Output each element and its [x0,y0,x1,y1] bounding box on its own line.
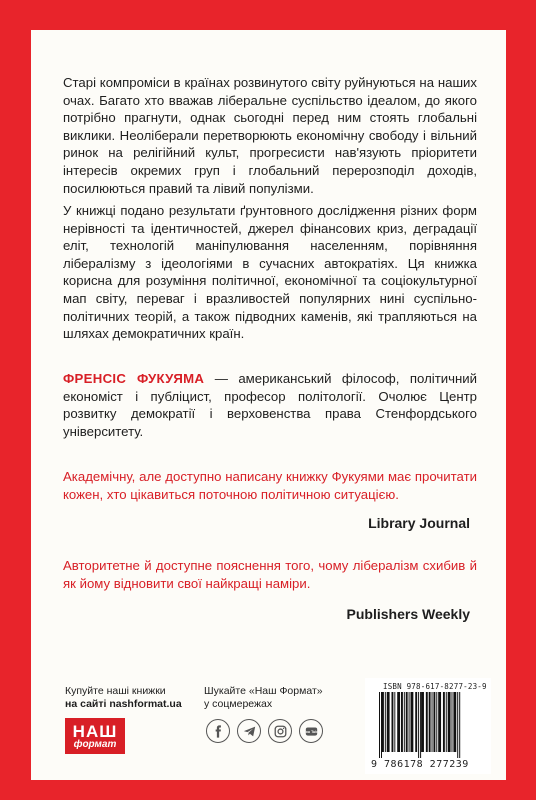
review-quote-2: Авторитетне й доступне пояснення того, чому лібералізм схибив й як йому відновити свої найкращі наміри. [63,558,477,591]
buy-text-line-1: Купуйте наші книжки [65,685,166,697]
barcode-bar [421,692,424,752]
youtube-icon[interactable] [299,719,323,743]
barcode-bar [429,692,431,752]
barcode-bar [411,692,414,752]
facebook-icon[interactable] [206,719,230,743]
barcode-bar [426,692,428,752]
review-source-2: Publishers Weekly [346,606,470,622]
barcode-bar [397,692,400,752]
barcode-bar [409,692,410,752]
instagram-icon[interactable] [268,719,292,743]
barcode-bar [406,692,408,752]
publisher-logo [65,718,125,754]
youtube-glyph [302,725,320,738]
barcode [365,678,491,774]
barcode-guard-bar [381,692,382,758]
barcode-bar [452,692,453,752]
author-bio [63,370,477,440]
description-paragraph-1: Старі компроміси в країнах розвинутого світу руйнуються на наших очах. Багато хто вважав ліберальне суспільство ідеалом, до якого потрібно прагнути, однак сьогодні перед ним стоять глобальні виклики. Неоліберали перетворюють економічну свободу і вільний ринок на релігійний культ, прогресисти нав'язують пріоритети інтересів окремих груп і глобальний перерозподіл доходів, посилюються правий та лівий популізми. [63,75,477,196]
barcode-bar [394,692,395,752]
barcode-bar [436,692,437,752]
review-source-1: Library Journal [368,515,470,531]
back-cover-panel [31,30,506,780]
youtube-label: You Tube [302,729,320,734]
barcode-bar [443,692,445,752]
barcode-bar [438,692,441,752]
instagram-glyph [274,725,287,738]
description-paragraph-2: У книжці подано результати ґрунтовного дослідження різних форм нерівності та ідентичностей, джерел фінансових криз, деградації еліт, технологій маніпулювання населенням, порівняння лібералізму з ідеологіями в сучасних автократіях. Ця книжка корисна для розуміння політичної, економічної та соціокультурної мап світу, переваг і вразливостей популярних нині суспільно-політичних теорій, а також підводних каменів, які трапляються на шляхах демократичних країн. [63,203,477,342]
barcode-bar [453,692,456,752]
telegram-glyph [243,725,256,738]
review-quote-1: Академічну, але доступно написану книжку Фукуями має прочитати кожен, хто цікавиться поточною політичною ситуацією. [63,469,477,502]
logo-line-1: НАШ [72,721,118,741]
barcode-bar [392,692,394,752]
ean-number: 9 786178 277239 [371,759,469,770]
barcode-bar [415,692,417,752]
barcode-bar [404,692,405,752]
author-name: ФРЕНСІС ФУКУЯМА [63,371,205,386]
barcode-guard-bar [420,692,421,758]
barcode-guard-bar [418,692,419,758]
barcode-bar [385,692,386,752]
logo-line-2: формат [73,738,117,750]
barcode-bars [377,692,479,758]
social-text-line-2: у соцмережах [204,698,273,710]
barcode-bar [387,692,390,752]
barcode-guard-bar [459,692,460,758]
barcode-bar [433,692,435,752]
isbn-number: ISBN 978-617-8277-23-9 [383,682,487,691]
buy-text-line-2: на сайті nashformat.ua [65,698,182,710]
barcode-guard-bar [379,692,380,758]
facebook-glyph [212,725,225,738]
barcode-bar [401,692,403,752]
barcode-bar [448,692,451,752]
barcode-guard-bar [457,692,458,758]
social-text-line-1: Шукайте «Наш Формат» [204,685,323,697]
telegram-icon[interactable] [237,719,261,743]
barcode-bar [382,692,384,752]
barcode-bar [432,692,433,752]
author-bio-text: — американський філософ, політичний економіст і публіцист, професор політології. Очолює Центр розвитку демократії і верховенства права Стенфордського університету. [63,371,477,439]
barcode-bar [446,692,447,752]
